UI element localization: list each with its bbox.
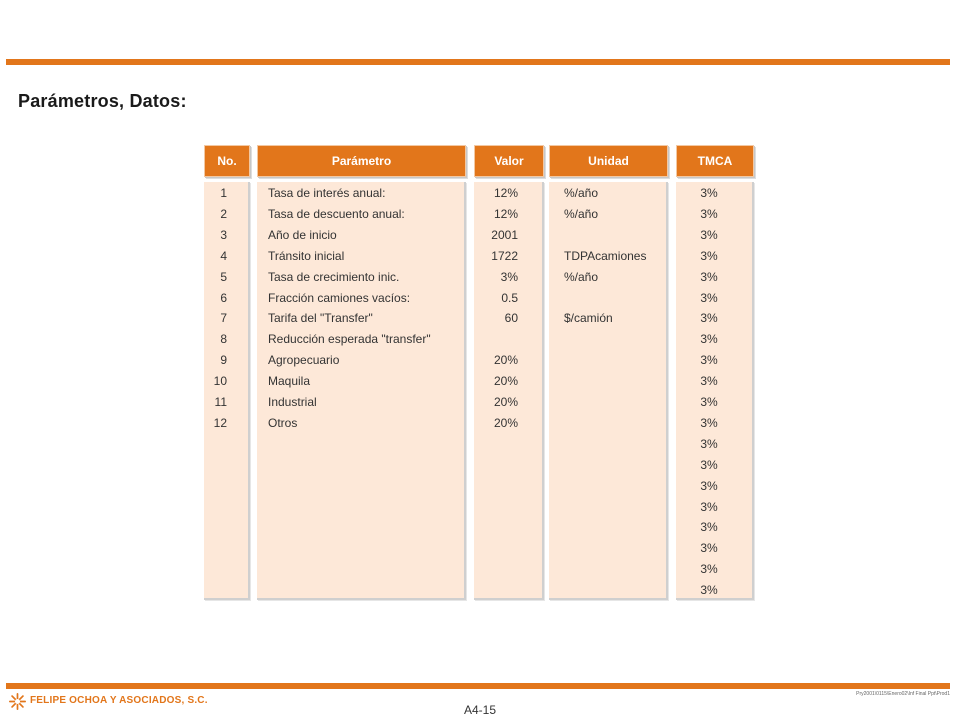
- company-name: FELIPE OCHOA Y ASOCIADOS, S.C.: [30, 695, 208, 706]
- bottom-accent-bar: [6, 683, 950, 689]
- tmca-value: 3%: [700, 332, 718, 347]
- panel-parametro: [257, 182, 466, 600]
- panel-valor: [474, 182, 544, 600]
- row-parameter: Agropecuario: [268, 353, 340, 368]
- row-value: 20%: [493, 374, 518, 389]
- tmca-value: 3%: [700, 248, 718, 263]
- tmca-value: 3%: [700, 520, 718, 535]
- top-accent-bar: [6, 59, 950, 65]
- tmca-value: 3%: [700, 562, 718, 577]
- row-number: 6: [220, 290, 227, 305]
- row-number: 8: [220, 332, 227, 347]
- row-value: 12%: [493, 186, 518, 200]
- tmca-value: 3%: [700, 311, 718, 326]
- row-value: 12%: [493, 206, 518, 221]
- page-title: Parámetros, Datos:: [18, 91, 187, 111]
- panel-tmca: [676, 182, 754, 600]
- row-value: 60: [504, 311, 518, 326]
- row-parameter: Tarifa del "Transfer": [268, 311, 373, 326]
- row-parameter: Tasa de descuento anual:: [268, 206, 405, 221]
- row-number: 9: [220, 353, 227, 368]
- row-value: 20%: [493, 395, 518, 409]
- row-unit: TDPAcamiones: [564, 248, 647, 263]
- tmca-value: 3%: [700, 541, 718, 556]
- tmca-value: 3%: [700, 583, 718, 598]
- tmca-value: 3%: [700, 478, 718, 493]
- tmca-value: 3%: [700, 395, 718, 409]
- row-number: 12: [213, 415, 227, 430]
- row-parameter: Otros: [268, 415, 298, 430]
- row-number: 2: [220, 206, 227, 221]
- file-reference: Pry2001\0115\Enero02\Inf Final Ppt\Prod1: [856, 691, 950, 697]
- row-parameter: Maquila: [268, 374, 311, 389]
- row-value: 1722: [491, 248, 518, 263]
- row-number: 3: [220, 227, 227, 242]
- tmca-value: 3%: [700, 206, 718, 221]
- tmca-value: 3%: [700, 499, 718, 514]
- header-tmca: TMCA: [676, 145, 754, 177]
- row-unit: %/año: [564, 206, 599, 221]
- tmca-value: 3%: [700, 186, 718, 200]
- row-value: 20%: [493, 415, 518, 430]
- row-number: 7: [220, 311, 227, 326]
- tmca-value: 3%: [700, 457, 718, 472]
- row-unit: %/año: [564, 186, 599, 200]
- row-parameter: Fracción camiones vacíos:: [268, 290, 411, 305]
- panel-no: [204, 182, 250, 600]
- row-unit: %/año: [564, 269, 599, 284]
- row-value: 3%: [500, 269, 518, 284]
- header-no: No.: [204, 145, 250, 177]
- row-value: 2001: [491, 227, 518, 242]
- row-parameter: Tasa de interés anual:: [268, 186, 386, 200]
- row-number: 10: [213, 374, 227, 389]
- row-number: 4: [220, 248, 227, 263]
- row-parameter: Reducción esperada "transfer": [268, 332, 431, 347]
- tmca-value: 3%: [700, 415, 718, 430]
- tmca-value: 3%: [700, 290, 718, 305]
- row-number: 11: [214, 395, 227, 409]
- tmca-value: 3%: [700, 374, 718, 389]
- tmca-value: 3%: [700, 436, 718, 451]
- panel-unidad: [549, 182, 668, 600]
- row-value: 20%: [493, 353, 518, 368]
- row-parameter: Industrial: [268, 395, 317, 409]
- tmca-value: 3%: [700, 227, 718, 242]
- header-parametro: Parámetro: [257, 145, 466, 177]
- page-number: A4-15: [464, 703, 497, 717]
- row-value: 0.5: [501, 290, 518, 305]
- row-parameter: Año de inicio: [268, 227, 337, 242]
- row-number: 5: [220, 269, 227, 284]
- row-unit: $/camión: [564, 311, 613, 326]
- row-number: 1: [220, 186, 227, 200]
- tmca-value: 3%: [700, 269, 718, 284]
- row-parameter: Tránsito inicial: [268, 248, 345, 263]
- header-unidad: Unidad: [549, 145, 668, 177]
- row-value: [478, 330, 518, 348]
- header-valor: Valor: [474, 145, 544, 177]
- tmca-value: 3%: [700, 353, 718, 368]
- company-logo-icon: [9, 693, 26, 710]
- row-parameter: Tasa de crecimiento inic.: [268, 269, 400, 284]
